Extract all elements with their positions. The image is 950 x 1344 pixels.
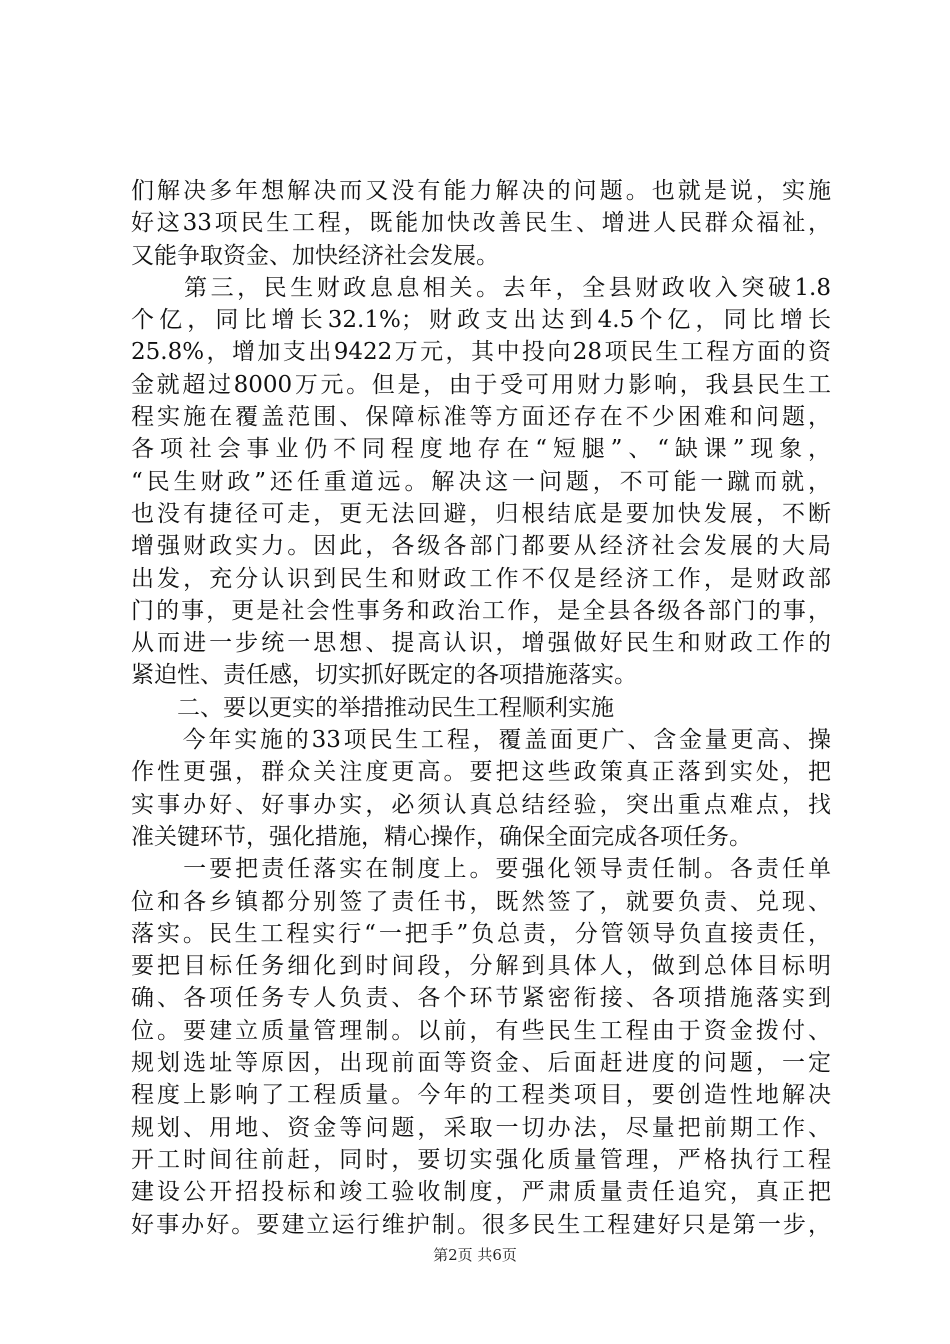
text-line: 好事办好。要建立运行维护制。很多民生工程建好只是第一步， [131, 1211, 831, 1238]
text-line: 们解决多年想解决而又没有能力解决的问题。也就是说，实施 [131, 178, 831, 204]
text-line: 开工时间往前赶，同时，要切实强化质量管理，严格执行工程 [131, 1146, 831, 1173]
text-line: 作性更强，群众关注度更高。要把这些政策真正落到实处，把 [131, 759, 831, 786]
text-line: 也没有捷径可走，更无法回避，归根结底是要加快发展，不断 [131, 500, 831, 527]
text-line: 紧迫性、责任感，切实抓好既定的各项措施落实。 [131, 662, 637, 689]
text-line: 金就超过8000万元。但是，由于受可用财力影响，我县民生工 [131, 371, 831, 398]
text-line: 门的事，更是社会性事务和政治工作，是全县各级各部门的事， [131, 597, 831, 624]
text-line: 二、要以更实的举措推动民生工程顺利实施 [131, 694, 614, 721]
page-footer: 第2页 共6页 [433, 1246, 517, 1264]
text-line: 准关键环节，强化措施，精心操作，确保全面完成各项任务。 [131, 823, 752, 850]
text-line: 程实施在覆盖范围、保障标准等方面还存在不少困难和问题， [131, 404, 831, 431]
text-line: “民生财政”还任重道远。解决这一问题，不可能一蹴而就， [131, 468, 831, 495]
text-line: 实事办好、好事办实，必须认真总结经验，突出重点难点，找 [131, 791, 831, 818]
text-line: 好这33项民生工程，既能加快改善民生、增进人民群众福祉， [131, 210, 831, 237]
text-line: 位。要建立质量管理制。以前，有些民生工程由于资金拨付、 [131, 1017, 831, 1044]
text-line: 确、各项任务专人负责、各个环节紧密衔接、各项措施落实到 [131, 985, 831, 1012]
text-line: 又能争取资金、加快经济社会发展。 [131, 242, 499, 269]
text-line: 规划、用地、资金等问题，采取一切办法，尽量把前期工作、 [131, 1114, 831, 1141]
text-line: 出发，充分认识到民生和财政工作不仅是经济工作，是财政部 [131, 565, 831, 592]
text-line: 第三，民生财政息息相关。去年，全县财政收入突破1.8 [131, 274, 831, 301]
text-line: 25.8%，增加支出9422万元，其中投向28项民生工程方面的资 [131, 339, 831, 366]
text-line: 位和各乡镇都分别签了责任书，既然签了，就要负责、兑现、 [131, 888, 831, 915]
text-line: 程度上影响了工程质量。今年的工程类项目，要创造性地解决 [131, 1082, 831, 1109]
text-line: 各项社会事业仍不同程度地存在“短腿”、“缺课”现象， [131, 436, 831, 463]
text-line: 今年实施的33项民生工程，覆盖面更广、含金量更高、操 [131, 727, 831, 754]
document-body [131, 175, 831, 1241]
text-line: 个亿，同比增长32.1%；财政支出达到4.5个亿，同比增长 [131, 307, 831, 334]
text-line: 要把目标任务细化到时间段，分解到具体人，做到总体目标明 [131, 953, 831, 980]
text-line: 规划选址等原因，出现前面等资金、后面赶进度的问题，一定 [131, 1050, 831, 1077]
text-line: 一要把责任落实在制度上。要强化领导责任制。各责任单 [131, 856, 831, 883]
text-line: 增强财政实力。因此，各级各部门都要从经济社会发展的大局 [131, 533, 831, 560]
text-line: 建设公开招投标和竣工验收制度，严肃质量责任追究，真正把 [131, 1179, 831, 1206]
text-line: 落实。民生工程实行“一把手”负总责，分管领导负直接责任， [131, 920, 831, 947]
text-line: 从而进一步统一思想、提高认识，增强做好民生和财政工作的 [131, 630, 831, 657]
